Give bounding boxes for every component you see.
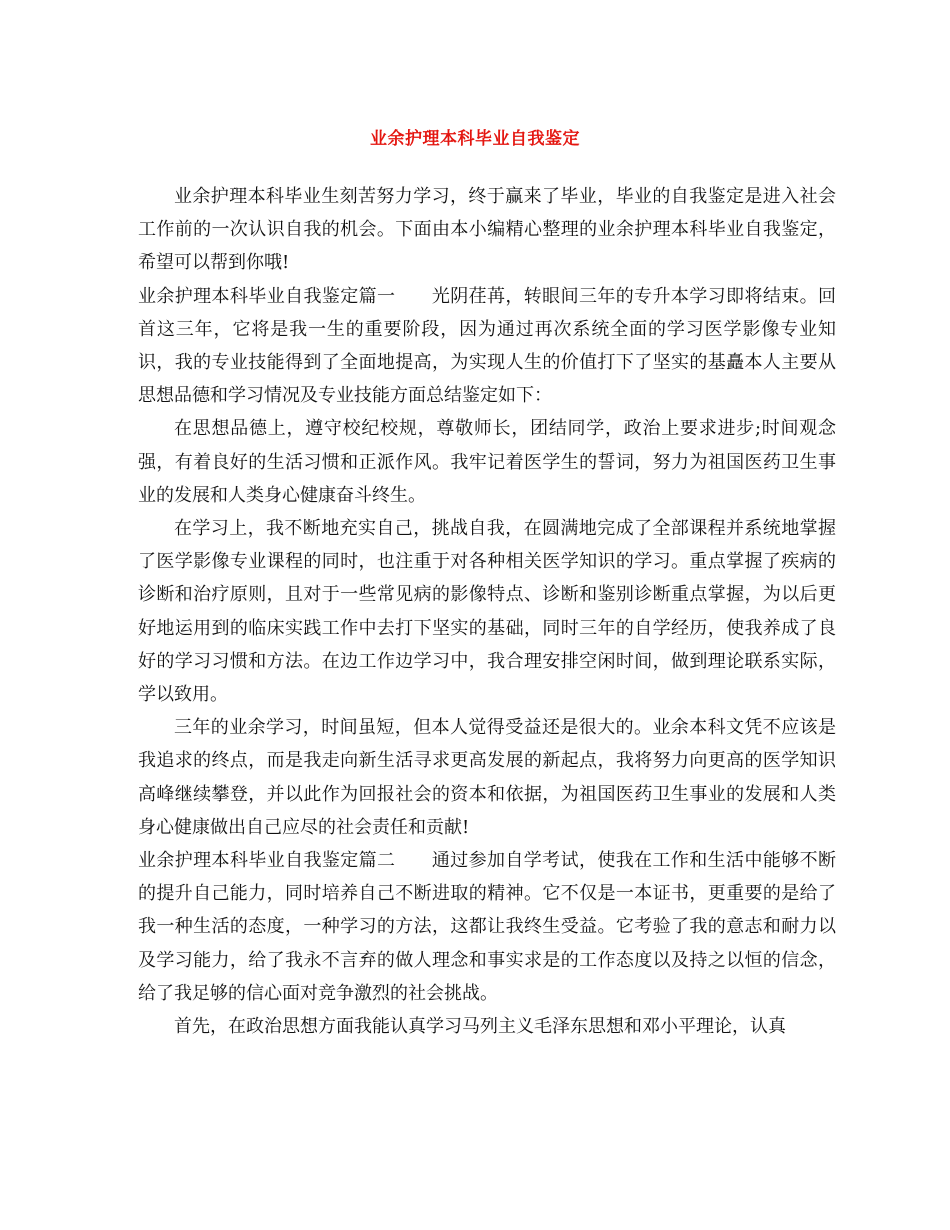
section-1-heading: 业余护理本科毕业自我鉴定篇一	[138, 285, 396, 307]
document-title: 业余护理本科毕业自我鉴定	[370, 129, 580, 149]
section-1-paragraph-summary: 三年的业余学习，时间虽短，但本人觉得受益还是很大的。业余本科文凭不应该是我追求的终点，而是我走向新生活寻求更高发展的新起点，我将努力向更高的医学知识高峰继续攀登，并以此作为回报社会的资本和依据，为祖国医药卫生事业的发展和人类身心健康做出自己应尽的社会责任和贡献!	[138, 717, 836, 838]
section-1-first-text: 光阴荏苒，转眼间三年的专升本学习即将结束。回首这三年，它将是我一生的重要阶段，因为通过再次系统全面的学习医学影像专业知识，我的专业技能得到了全面地提高，为实现人生的价值打下了坚实的基矗本人主要从思想品德和学习情况及专业技能方面总结鉴定如下：	[138, 285, 837, 407]
intro-paragraph: 业余护理本科毕业生刻苦努力学习，终于赢来了毕业，毕业的自我鉴定是进入社会工作前的一次认识自我的机会。下面由本小编精心整理的业余护理本科毕业自我鉴定，希望可以帮到你哦!	[138, 186, 836, 274]
section-1-paragraph-study: 在学习上，我不断地充实自己，挑战自我，在圆满地完成了全部课程并系统地掌握了医学影像专业课程的同时，也注重于对各种相关医学知识的学习。重点掌握了疾病的诊断和治疗原则，且对于一些常见病的影像特点、诊断和鉴别诊断重点掌握，为以后更好地运用到的临床实践工作中去打下坚实的基础，同时三年的自学经历，使我养成了良好的学习习惯和方法。在边工作边学习中，我合理安排空闲时间，做到理论联系实际，学以致用。	[138, 518, 836, 706]
section-2-heading: 业余护理本科毕业自我鉴定篇二	[138, 850, 396, 872]
section-2-first-paragraph	[138, 844, 836, 1010]
section-2-paragraph-politics: 首先，在政治思想方面我能认真学习马列主义毛泽东思想和邓小平理论，认真	[174, 1016, 786, 1038]
section-2-first-text: 通过参加自学考试，使我在工作和生活中能够不断的提升自己能力，同时培养自己不断进取的精神。它不仅是一本证书，更重要的是给了我一种生活的态度，一种学习的方法，这都让我终生受益。它考验了我的意志和耐力以及学习能力，给了我永不言弃的做人理念和事实求是的工作态度以及持之以恒的信念，给了我足够的信心面对竞争激烈的社会挑战。	[138, 850, 837, 1004]
section-1-paragraph-morals: 在思想品德上，遵守校纪校规，尊敬师长，团结同学，政治上要求进步;时间观念强，有着良好的生活习惯和正派作风。我牢记着医学生的誓词，努力为祖国医药卫生事业的发展和人类身心健康奋斗终生。	[138, 418, 836, 506]
section-1-first-paragraph	[138, 280, 836, 413]
document-body	[138, 180, 836, 1043]
